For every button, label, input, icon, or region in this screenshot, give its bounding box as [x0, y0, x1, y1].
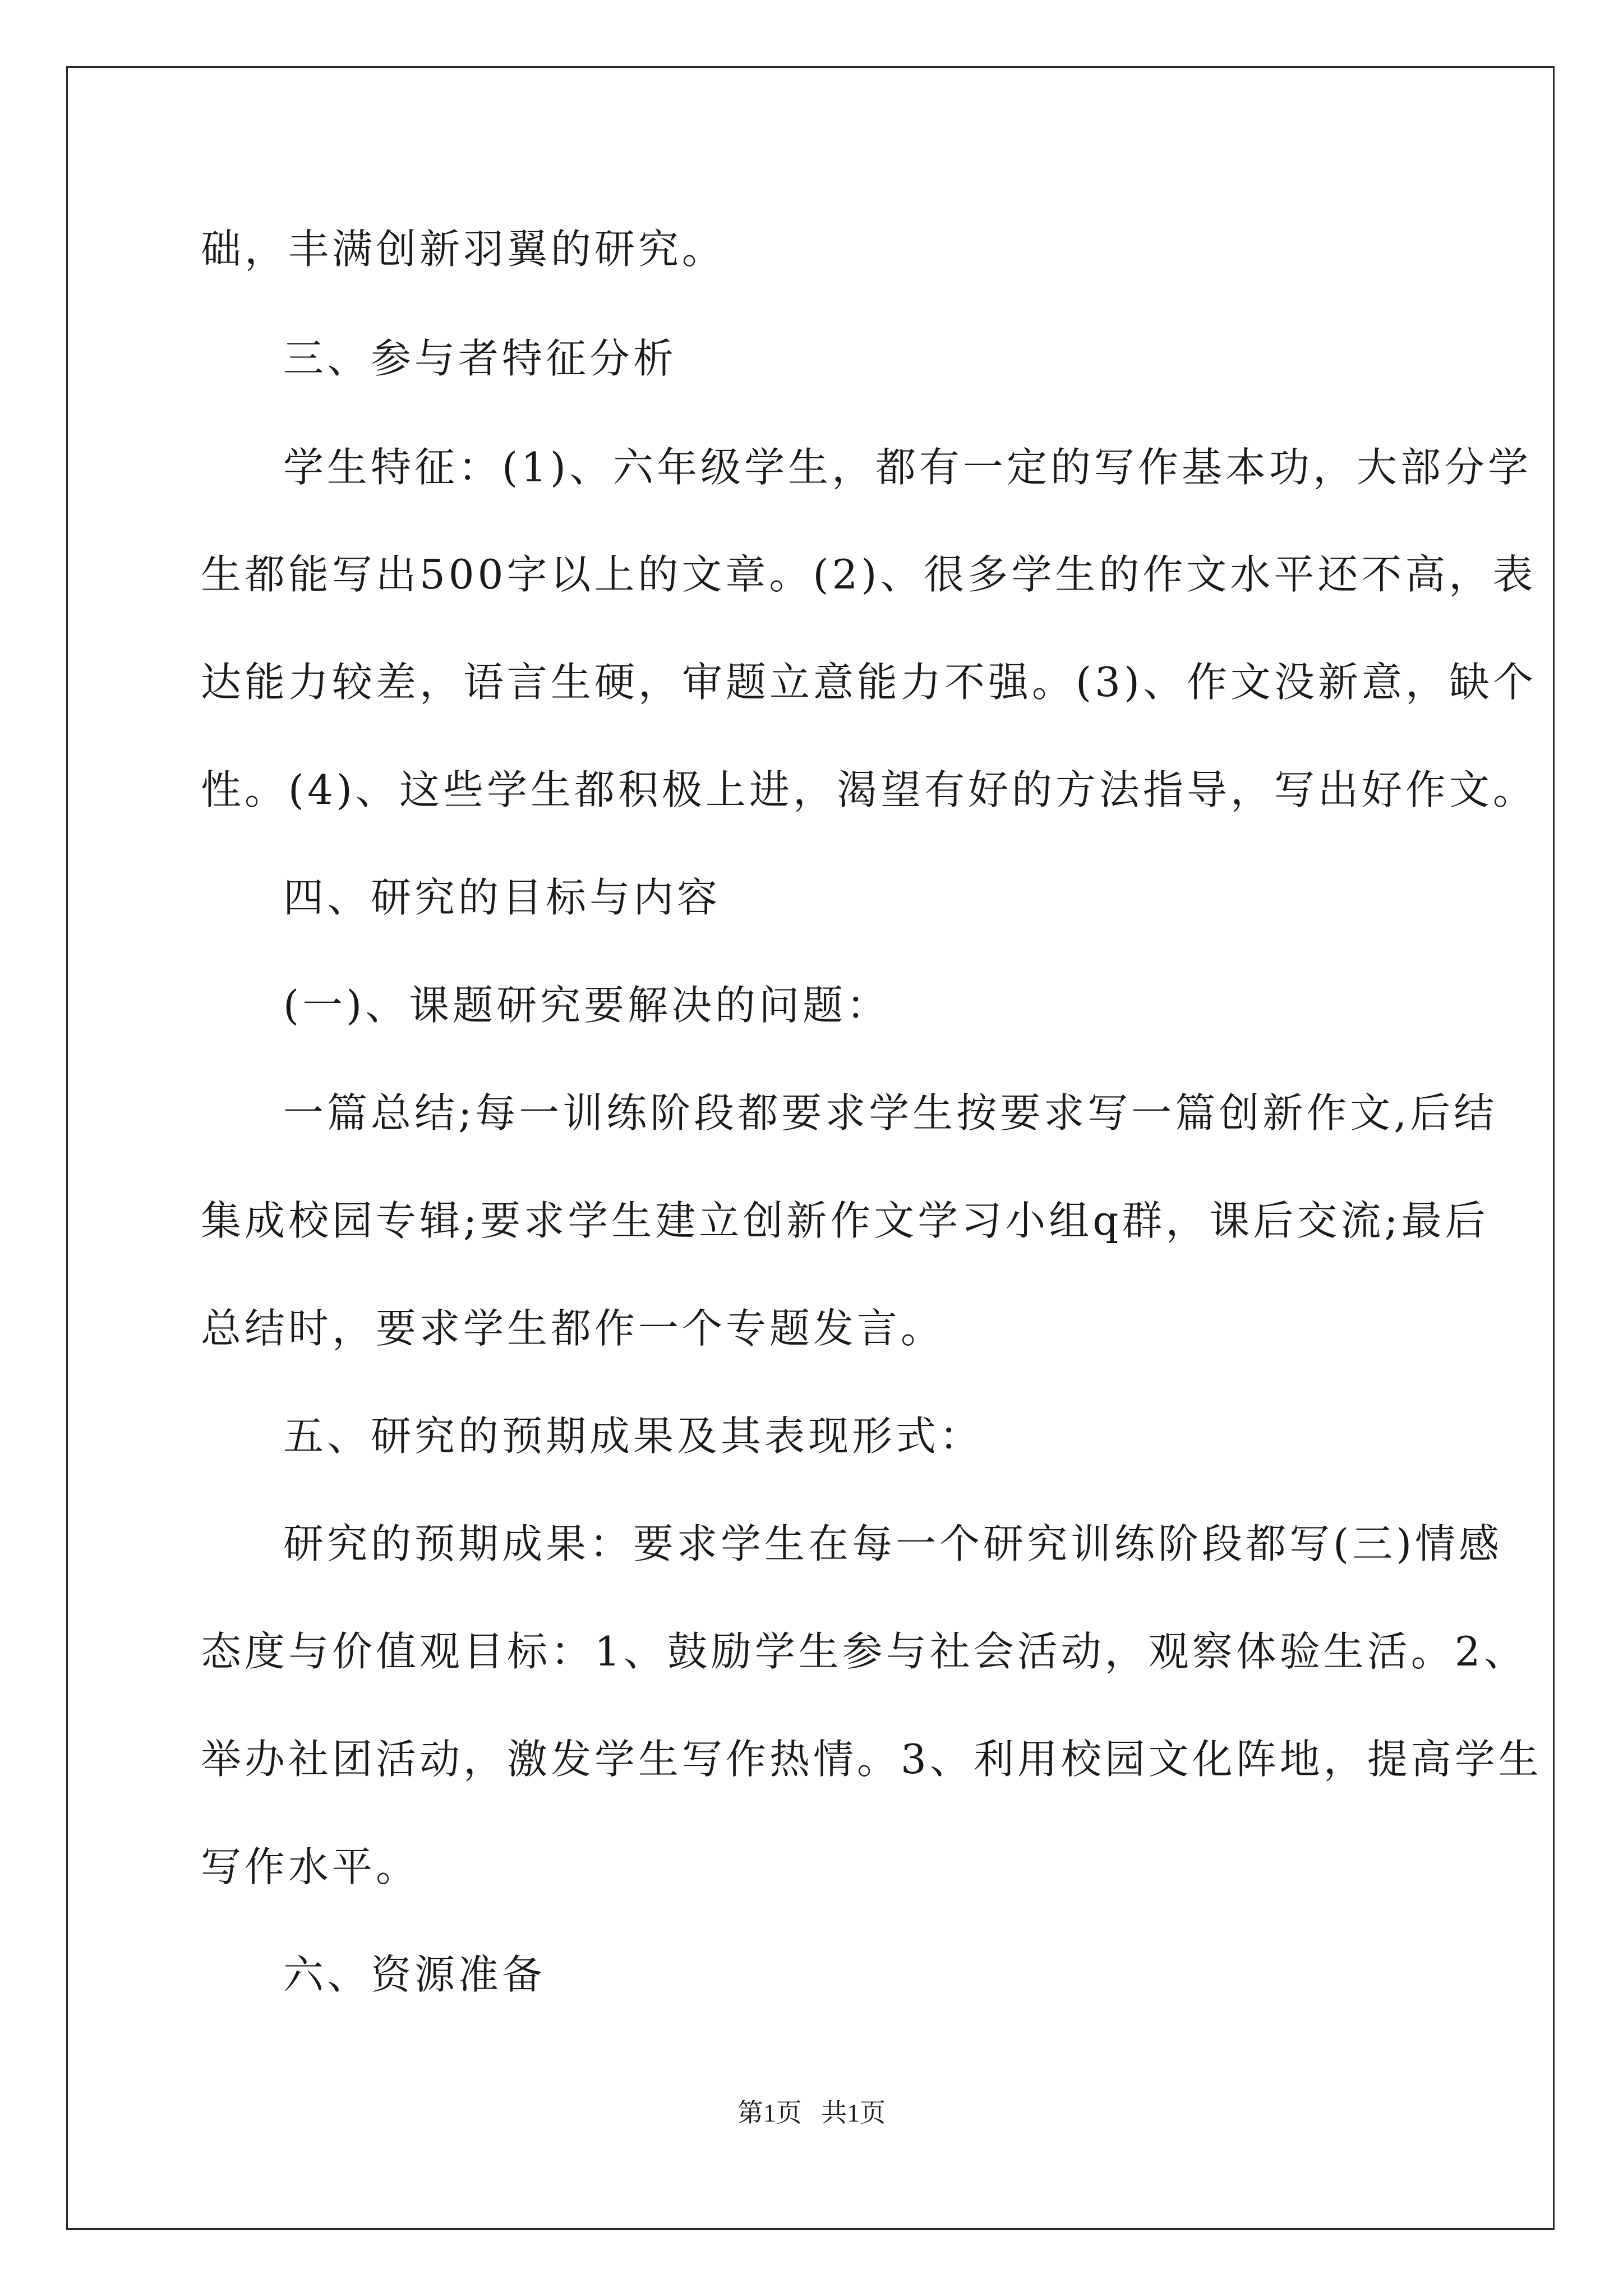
text-line: 总结时，要求学生都作一个专题发言。 [201, 1305, 945, 1352]
page-border [66, 66, 1555, 2230]
subsection-heading: (一)、课题研究要解决的问题： [283, 982, 891, 1029]
section-heading: 六、资源准备 [283, 1951, 546, 1998]
text-line: 研究的预期成果：要求学生在每一个研究训练阶段都写(三)情感 [283, 1520, 1503, 1567]
text-line: 础，丰满创新羽翼的研究。 [201, 226, 726, 273]
text-line: 集成校园专辑;要求学生建立创新作文学习小组q群，课后交流;最后 [201, 1197, 1489, 1244]
page-footer: 第1页 共1页 [737, 2099, 886, 2127]
section-heading: 四、研究的目标与内容 [283, 874, 721, 921]
section-heading: 五、研究的预期成果及其表现形式： [283, 1412, 984, 1460]
text-line: 一篇总结;每一训练阶段都要求学生按要求写一篇创新作文,后结 [283, 1089, 1498, 1137]
text-line: 学生特征：(1)、六年级学生，都有一定的写作基本功，大部分学 [283, 444, 1532, 491]
text-line: 达能力较差，语言生硬，审题立意能力不强。(3)、作文没新意，缺个 [201, 659, 1537, 706]
section-heading: 三、参与者特征分析 [283, 335, 677, 382]
text-line: 性。(4)、这些学生都积极上进，渴望有好的方法指导，写出好作文。 [201, 766, 1537, 813]
text-line: 举办社团活动，激发学生写作热情。3、利用校园文化阵地，提高学生 [201, 1736, 1542, 1783]
text-line: 写作水平。 [201, 1843, 420, 1890]
text-line: 生都能写出500字以上的文章。(2)、很多学生的作文水平还不高，表 [201, 551, 1537, 598]
text-line: 态度与价值观目标：1、鼓励学生参与社会活动，观察体验生活。2、 [201, 1628, 1528, 1675]
